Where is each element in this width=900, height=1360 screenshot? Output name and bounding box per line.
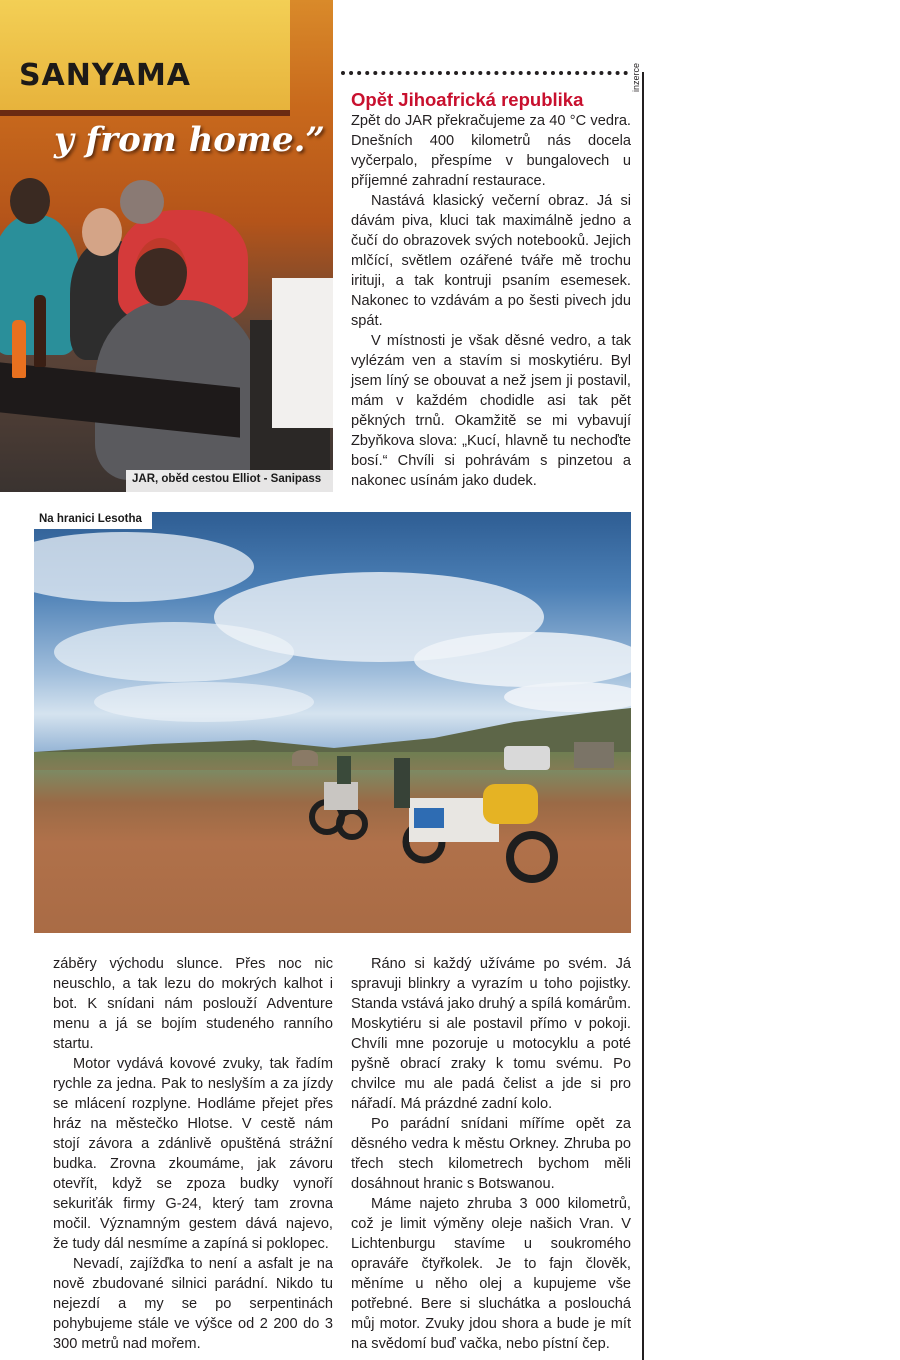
dotted-rule <box>341 71 628 75</box>
article-column-right <box>351 954 631 1354</box>
restaurant-photo <box>0 0 333 492</box>
paragraph: V místnosti je však děsné vedro, a tak vylézám ven a stavím si moskytiéru. Byl jsem líný se obouvat a než jsem ji postavil, mám v každém chodidle asi tak pět pěkných trnů. Okamžitě se mi vybavují Zbyňkova slova: „Kucí, hlavně tu nechoďte bosí.“ Chvíli si pohrávám s pinzetou a nakonec usínám jako dudek. <box>351 333 631 489</box>
person-figure <box>135 238 187 306</box>
person-figure <box>120 180 164 224</box>
paragraph: Motor vydává kovové zvuky, tak řadím rychle za jedna. Pak to neslyším a za jízdy se mlácení rozplyne. Hodláme přejet přes hráz na městečko Hlotse. V cestě nám stojí závora a zdánlivě opuštěná strážní budka. Zrovna zkoumáme, jak závoru otevřít, když se zpoza budky vynoří sekuriťák firmy G-24, který tam zrovna močil. Významným gestem dává najevo, že tudy dál nesmíme a zapíná si poklopec. <box>53 1056 333 1252</box>
sign-slogan: y from home.” <box>53 120 325 160</box>
article-column-top <box>351 111 631 491</box>
restaurant-photo-caption: JAR, oběd cestou Elliot - Sanipass <box>132 473 322 485</box>
paragraph: Máme najeto zhruba 3 000 kilometrů, což je limit výměny oleje našich Vran. V Lichtenburgu stavíme u soukromého opraváře čtyřkolek. Je to fajn člověk, měníme u něho olej a kupujeme vše potřebné. Bere si sluchátka a poslouchá můj motor. Zvuky jdou shora a bude je mít na svědomí buď vačka, nebo pístní čep. <box>351 1196 631 1352</box>
person-figure <box>10 178 50 224</box>
article-column-left <box>53 954 333 1354</box>
person-figure <box>82 208 122 256</box>
paragraph: Nastává klasický večerní obraz. Já si dávám piva, kluci tak maximálně jedno a čučí do obrazovek svých notebooků. Jejich mlčící, světlem ozářené tváře mě trochu irituji, a tak kontruji psaním esemesek. Nakonec to vzdávám a po šesti pivech jdu spát. <box>351 193 631 329</box>
paragraph: Ráno si každý užíváme po svém. Já spravuji blinkry a vyrazím u toho pojistky. Standa vstává jako druhý a spílá komárům. Moskytiéru si ale postavil přímo v pokoji. Chvíli mne pozoruje u motocyklu a poté pyšně obrací zraky k tomu svému. Po chvilce mu ale padá čelist a jde si pro nářadí. Má prázdné zadní kolo. <box>351 956 631 1112</box>
paragraph: Zpět do JAR překračujeme za 40 °C vedra. Dnešních 400 kilometrů nás docela vyčerpalo, přespíme v bungalovech u příjemné zahradní restaurace. <box>351 113 631 189</box>
restaurant-sign <box>0 0 290 116</box>
paragraph: Nevadí, zajížďka to není a asfalt je na nově zbudované silnici parádní. Nikdo tu nejezdí a my se po serpentinách pohybujeme stále ve výšce od 2 200 do 3 300 metrů nad mořem. <box>53 1256 333 1352</box>
sign-text: SANYAMA <box>18 58 192 93</box>
bottle <box>34 295 46 367</box>
landscape-photo-caption: Na hranici Lesotha <box>39 513 142 525</box>
section-headline: Opět Jihoafrická republika <box>351 89 584 110</box>
poster <box>272 278 333 428</box>
landscape-photo <box>34 512 631 933</box>
paragraph: Po parádní snídani míříme opět za děsného vedra k městu Orkney. Zhruba po třech stech kilometrech bychom měli dosáhnout hranic s Botswanou. <box>351 1116 631 1192</box>
motorcycles <box>34 512 631 933</box>
advertisement-label: inzerce <box>631 62 641 92</box>
bottle <box>12 320 26 378</box>
column-rule <box>642 72 644 1360</box>
paragraph: záběry východu slunce. Přes noc nic neuschlo, a tak lezu do mokrých kalhot i bot. K snídani nám poslouží Adventure menu a já se bojím studeného ranního startu. <box>53 956 333 1052</box>
